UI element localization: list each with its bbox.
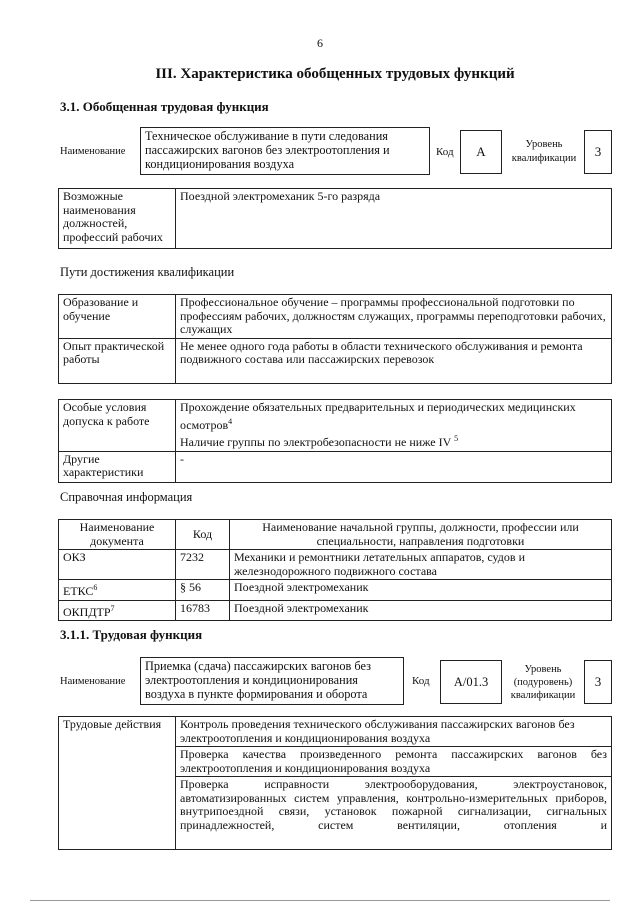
level-label: Уровень квалификации (511, 139, 577, 164)
actions-table (58, 716, 612, 850)
conditions-line2: Наличие группы по электробезопасности не ниже IV (180, 435, 455, 449)
other-value: - (176, 451, 612, 482)
name-cell: Поездной электромеханик (230, 580, 612, 601)
code-label: Код (436, 146, 454, 158)
subsection-heading: 3.1.1. Трудовая функция (60, 627, 203, 642)
name-cell: Механики и ремонтники летательных аппаратов, судов и железнодорожного подвижного состава (230, 550, 612, 580)
education-label: Образование и обучение (59, 295, 176, 339)
doc-cell: ОКЗ (59, 550, 176, 580)
page-bottom-edge (30, 900, 610, 901)
positions-value: Поездной электромеханик 5-го разряда (176, 189, 612, 249)
level-label: Уровень (подуровень) квалификации (510, 663, 576, 701)
doc-name: ЕТКС (63, 584, 94, 598)
footnote-ref: 6 (93, 583, 98, 592)
code-cell: 16783 (176, 600, 230, 621)
action-item: Контроль проведения технического обслуживания пассажирских вагонов без электроотопления и кондиционирования воздуха (176, 717, 612, 747)
code-cell: § 56 (176, 580, 230, 601)
paths-table (58, 294, 612, 384)
footnote-ref: 5 (454, 434, 459, 443)
reference-table (58, 519, 612, 621)
footnote-ref: 4 (228, 416, 233, 426)
action-item: Проверка исправности электрооборудования, электроустановок, автоматизированных систем управления, контрольно-измерительных приборов, внутрипоездной связи, установок пожарной сигнализации, сигнальных принадлежностей, систем вентиляции, отопления и (176, 777, 612, 850)
experience-value: Не менее одного года работы в области технического обслуживания и ремонта подвижного состава или пассажирских перевозок (176, 338, 612, 383)
table-row (59, 580, 612, 601)
conditions-label: Особые условия допуска к работе (59, 400, 176, 452)
action-item: Проверка качества произведенного ремонта пассажирских вагонов без электроотопления и кондиционирования воздуха (176, 747, 612, 777)
doc-name: ОКПДТР (63, 604, 111, 619)
name-label: Наименование (60, 146, 126, 157)
level-box: 3 (584, 660, 612, 704)
code-cell: 7232 (176, 550, 230, 580)
paths-heading: Пути достижения квалификации (60, 265, 235, 279)
page-title: III. Характеристика обобщенных трудовых функций (155, 66, 515, 82)
name-label: Наименование (60, 676, 126, 687)
col-header: Наименование документа (59, 520, 176, 550)
code-box: А/01.3 (440, 660, 502, 704)
col-header: Код (176, 520, 230, 550)
function-name-box: Техническое обслуживание в пути следования пассажирских вагонов без электроотопления и кондиционирования воздуха (140, 127, 430, 175)
experience-label: Опыт практической работы (59, 338, 176, 383)
actions-label: Трудовые действия (59, 717, 176, 850)
positions-table (58, 188, 612, 249)
section-heading: 3.1. Обобщенная трудовая функция (60, 99, 269, 114)
reference-heading: Справочная информация (60, 490, 193, 504)
other-label: Другие характеристики (59, 451, 176, 482)
footnote-ref: 7 (110, 603, 115, 613)
code-box: А (460, 130, 502, 174)
name-cell: Поездной электромеханик (230, 600, 612, 621)
page-number: 6 (317, 36, 323, 50)
education-value: Профессиональное обучение – программы профессиональной подготовки по профессиям рабочих, должностям служащих, программы переподготовки рабочих, служащих (176, 295, 612, 339)
doc-cell (59, 600, 176, 621)
conditions-line1: Прохождение обязательных предварительных и периодических медицинских осмотров (180, 400, 576, 432)
table-row (59, 550, 612, 580)
table-row (59, 600, 612, 621)
doc-cell (59, 580, 176, 601)
positions-label: Возможные наименования должностей, профессий рабочих (59, 189, 176, 249)
level-box: 3 (584, 130, 612, 174)
code-label: Код (412, 675, 430, 687)
col-header: Наименование начальной группы, должности, профессии или специальности, направления подготовки (230, 520, 612, 550)
function-name-box: Приемка (сдача) пассажирских вагонов без электроотопления и кондиционирования воздуха в пункте формирования и оборота (140, 657, 404, 705)
conditions-value (176, 400, 612, 452)
conditions-table (58, 399, 612, 483)
